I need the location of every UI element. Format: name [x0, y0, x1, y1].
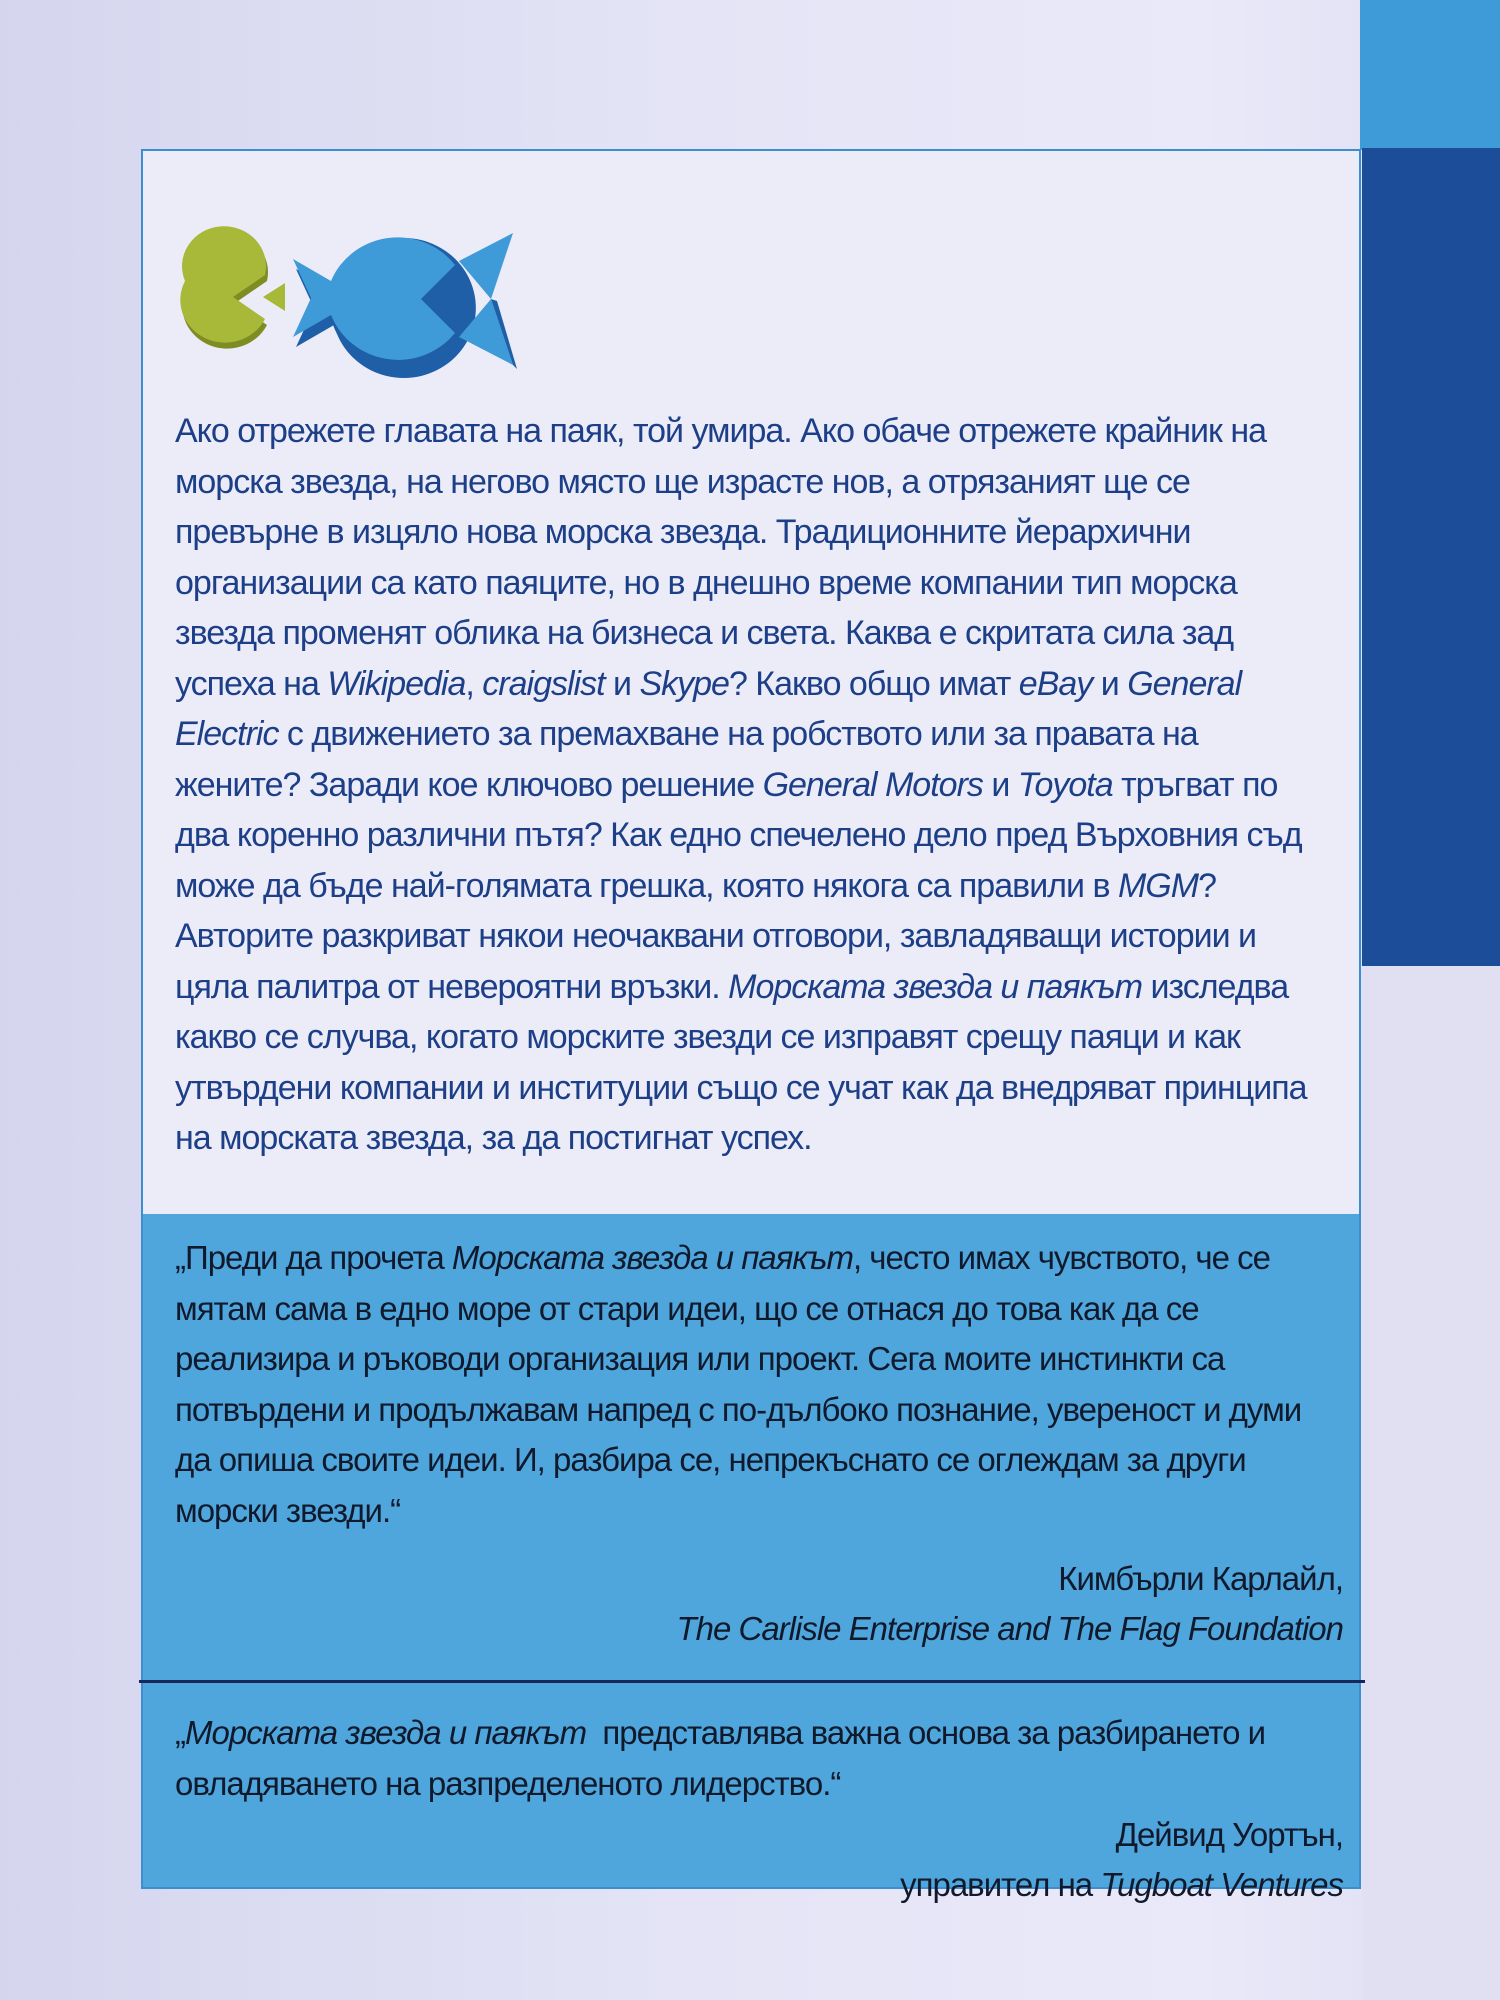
desc-text-5: ? Авторите разкриват някои неочаквани отговори, завладяващи истории и цяла палитра от невероятни връзки.	[175, 866, 1257, 1006]
quote1-author: Кимбърли Карлайл,	[1058, 1560, 1343, 1597]
spine-accent-light	[1360, 0, 1500, 150]
quote2-open: „	[175, 1714, 185, 1751]
desc-book-title: Морската звезда и паякът	[728, 967, 1143, 1006]
quote2-role: управител на	[900, 1866, 1101, 1903]
quote2-author: Дейвид Уортън,	[1115, 1816, 1343, 1853]
book-description	[175, 406, 1330, 1164]
spine-accent-dark	[1362, 148, 1500, 966]
fish-logo-icon	[173, 219, 523, 379]
desc-text-6: изследва какво се случва, когато морските звезди се изправят срещу паяци и как утвърдени компании и институции също се учат как да внедряват принципа на морската звезда, за да постигнат успех.	[175, 967, 1307, 1157]
desc-general-motors: General Motors	[762, 765, 983, 804]
desc-text-3: с движението за премахване на робството или за правата на жените? Заради кое ключово решение	[175, 715, 1198, 804]
desc-text-2: ? Какво общо имат	[728, 664, 1019, 703]
desc-skype: Skype	[639, 664, 729, 703]
divider	[139, 1680, 1365, 1683]
quote1-org: The Carlisle Enterprise and The Flag Foundation	[676, 1610, 1343, 1647]
quote1-open: „Преди да прочета	[175, 1239, 452, 1276]
quote-wharton-attribution	[900, 1810, 1343, 1910]
quote2-org: Tugboat Ventures	[1100, 1866, 1343, 1903]
quote-carlisle	[175, 1233, 1335, 1536]
desc-ebay: eBay	[1018, 664, 1093, 703]
desc-toyota: Toyota	[1017, 765, 1113, 804]
quote2-title: Морската звезда и паякът	[185, 1714, 587, 1751]
back-cover-panel	[141, 149, 1361, 1903]
desc-comma: ,	[465, 664, 483, 703]
quote2-rest: представлява важна основа за разбирането и овладяването на разпределеното лидерство.“	[175, 1714, 1274, 1802]
desc-text-4: тръгват по два коренно различни пътя? Как едно спечелено дело пред Върховния съд може да бъде най-голямата грешка, която някога са правили в	[175, 765, 1302, 905]
desc-wikipedia: Wikipedia	[327, 664, 466, 703]
desc-and-3: и	[982, 765, 1018, 804]
desc-craigslist: craigslist	[482, 664, 605, 703]
desc-general-electric: General Electric	[175, 664, 1242, 753]
desc-mgm: MGM	[1117, 866, 1199, 905]
quote1-rest: , често имах чувството, че се мятам сама в едно море от стари идеи, що се отнася до това как да се реализира и ръководи организация или проект. Сега моите инстинкти са потвърдени и продължавам напред с по-дълбоко познание, увереност и думи да опиша своите идеи. И, разбира се, непрекъснато се оглеждам за други морски звезди.“	[175, 1239, 1302, 1529]
spine-accent-bottom	[1362, 966, 1500, 2000]
quote-carlisle-attribution	[676, 1554, 1343, 1654]
quote-wharton	[175, 1708, 1335, 1809]
desc-text-1: Ако отрежете главата на паяк, той умира. Ако обаче отрежете крайник на морска звезда, на негово място ще израсте нов, а отрязаният ще се превърне в изцяло нова морска звезда. Традиционните йерархични организации са като паяците, но в днешно време компании тип морска звезда променят облика на бизнеса и света. Каква е скритата сила зад успеха на	[175, 412, 1267, 703]
desc-and-1: и	[604, 664, 640, 703]
desc-and-2: и	[1092, 664, 1128, 703]
quote1-title: Морската звезда и паякът	[451, 1239, 853, 1276]
quotes-band	[143, 1214, 1359, 1903]
